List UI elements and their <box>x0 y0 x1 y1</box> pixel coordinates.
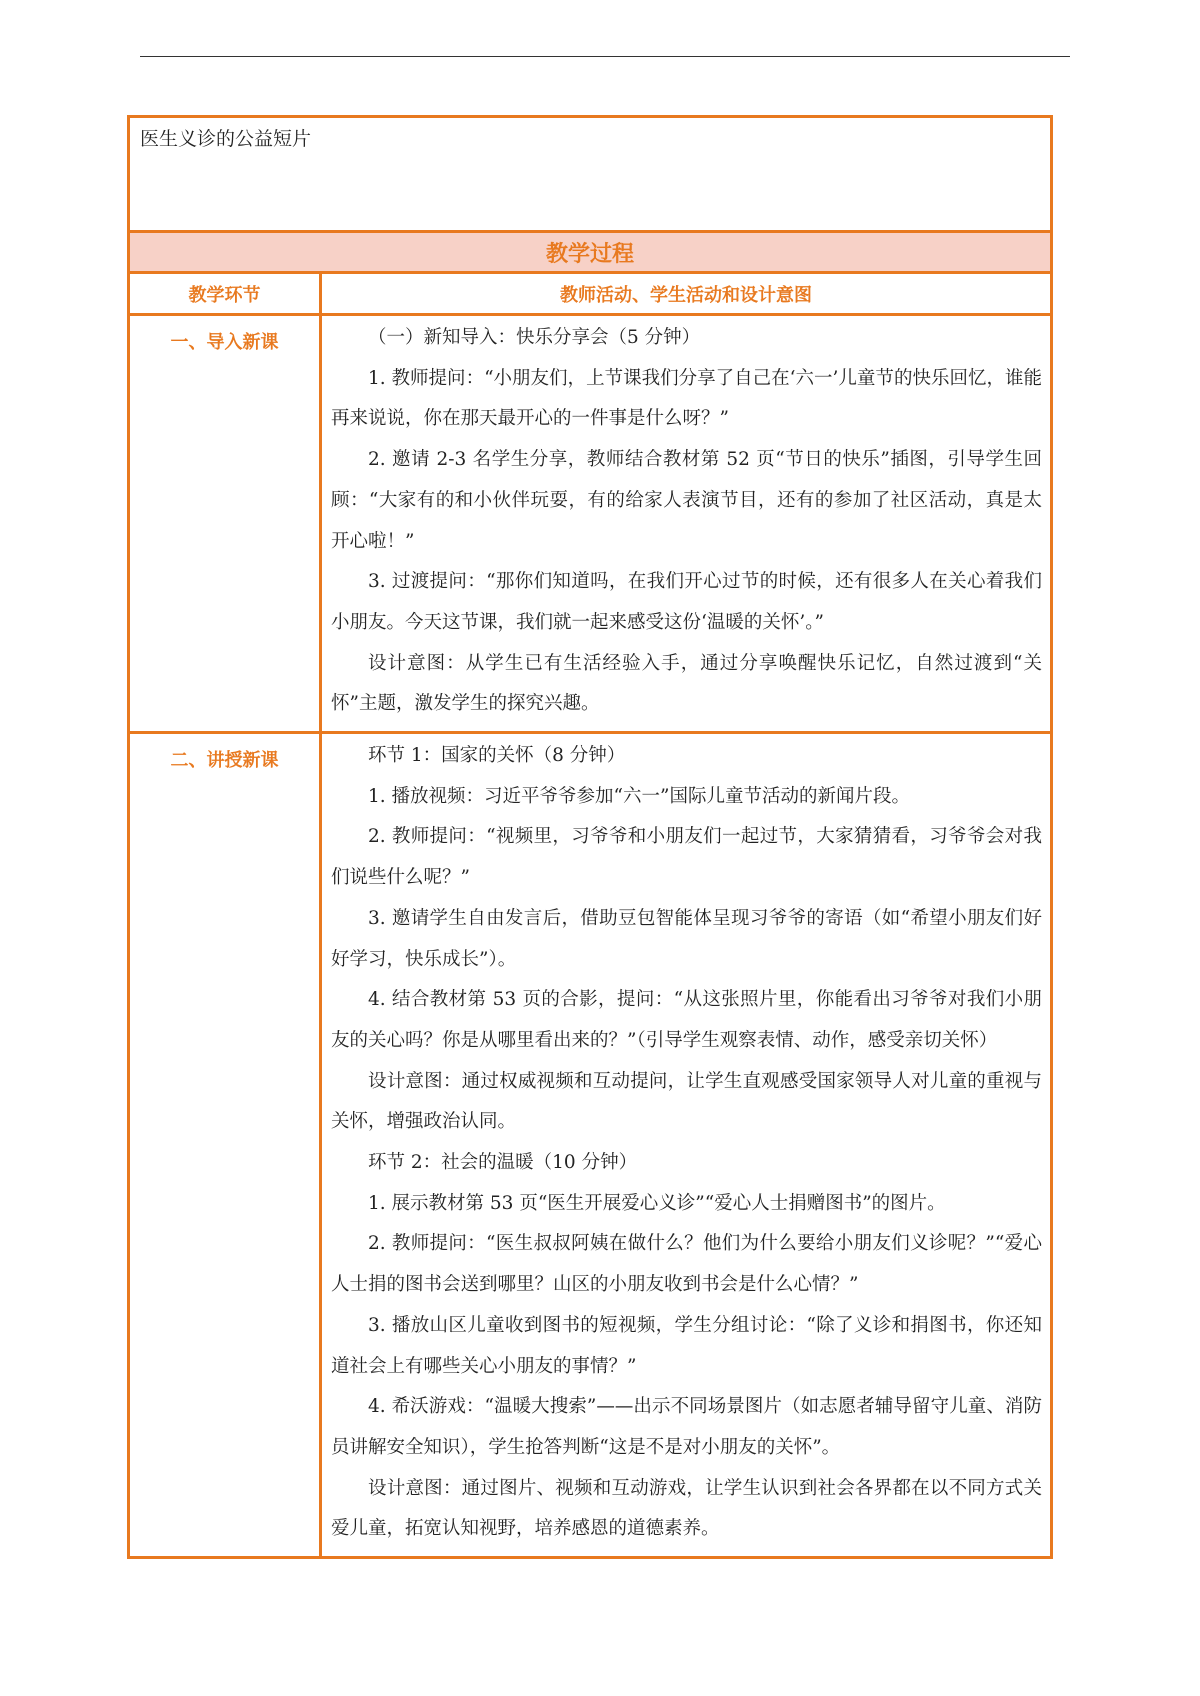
paragraph: 3. 过渡提问：“那你们知道吗，在我们开心过节的时候，还有很多人在关心着我们小朋友。今天这节课，我们就一起来感受这份‘温暖的关怀’。” <box>331 571 1042 633</box>
header-rule <box>140 56 1070 57</box>
stage-row-new-lesson <box>129 733 1052 1558</box>
stage-label-intro: 一、导入新课 <box>129 315 321 733</box>
resources-row <box>129 117 1052 232</box>
paragraph: 2. 邀请 2-3 名学生分享，教师结合教材第 52 页“节日的快乐”插图，引导学生回顾：“大家有的和小伙伴玩耍，有的给家人表演节目，还有的参加了社区活动，真是太开心啦！” <box>331 449 1042 552</box>
section-title: 教学过程 <box>129 232 1052 273</box>
paragraph: 1. 展示教材第 53 页“医生开展爱心义诊”“爱心人士捐赠图书”的图片。 <box>368 1192 946 1214</box>
paragraph: 2. 教师提问：“视频里，习爷爷和小朋友们一起过节，大家猜猜看，习爷爷会对我们说些什么呢？” <box>331 826 1042 889</box>
stage-row-intro <box>129 315 1052 733</box>
paragraph: 3. 邀请学生自由发言后，借助豆包智能体呈现习爷爷的寄语（如“希望小朋友们好好学习，快乐成长”）。 <box>331 907 1042 970</box>
column-header-row <box>129 273 1052 315</box>
subsection-heading: 环节 1：国家的关怀（8 分钟） <box>368 745 626 767</box>
design-intent-paragraph: 设计意图：从学生已有生活经验入手，通过分享唤醒快乐记忆，自然过渡到“关怀”主题，激发学生的探究兴趣。 <box>331 652 1042 715</box>
column-header-stage: 教学环节 <box>129 273 321 315</box>
design-intent-paragraph: 设计意图：通过图片、视频和互动游戏，让学生认识到社会各界都在以不同方式关爱儿童，拓宽认知视野，培养感恩的道德素养。 <box>331 1477 1042 1540</box>
lesson-plan-table <box>127 115 1053 1559</box>
section-heading-row <box>129 232 1052 273</box>
stage-content-intro <box>321 315 1052 733</box>
paragraph: 4. 结合教材第 53 页的合影，提问：“从这张照片里，你能看出习爷爷对我们小朋友的关心吗？你是从哪里看出来的？”（引导学生观察表情、动作，感受亲切关怀） <box>331 989 1042 1051</box>
paragraph: 1. 播放视频：习近平爷爷参加“六一”国际儿童节活动的新闻片段。 <box>368 785 910 807</box>
column-header-activities: 教师活动、学生活动和设计意图 <box>321 273 1052 315</box>
design-intent-paragraph: 设计意图：通过权威视频和互动提问，让学生直观感受国家领导人对儿童的重视与关怀，增强政治认同。 <box>331 1070 1042 1133</box>
paragraph: 3. 播放山区儿童收到图书的短视频，学生分组讨论：“除了义诊和捐图书，你还知道社会上有哪些关心小朋友的事情？” <box>331 1314 1042 1377</box>
subsection-heading: 环节 2：社会的温暖（10 分钟） <box>368 1152 638 1174</box>
paragraph: 4. 希沃游戏：“温暖大搜索”——出示不同场景图片（如志愿者辅导留守儿童、消防员讲解安全知识），学生抢答判断“这是不是对小朋友的关怀”。 <box>331 1396 1042 1458</box>
stage-content-new-lesson <box>321 733 1052 1558</box>
resources-cell: 医生义诊的公益短片 <box>129 117 1052 232</box>
stage-label-new-lesson: 二、讲授新课 <box>129 733 321 1558</box>
paragraph: （一）新知导入：快乐分享会（5 分钟） <box>368 327 701 348</box>
paragraph: 2. 教师提问：“医生叔叔阿姨在做什么？他们为什么要给小朋友们义诊呢？”“爱心人士捐的图书会送到哪里？山区的小朋友收到书会是什么心情？” <box>331 1233 1042 1296</box>
paragraph: 1. 教师提问：“小朋友们，上节课我们分享了自己在‘六一’儿童节的快乐回忆，谁能再来说说，你在那天最开心的一件事是什么呀？” <box>331 367 1042 430</box>
